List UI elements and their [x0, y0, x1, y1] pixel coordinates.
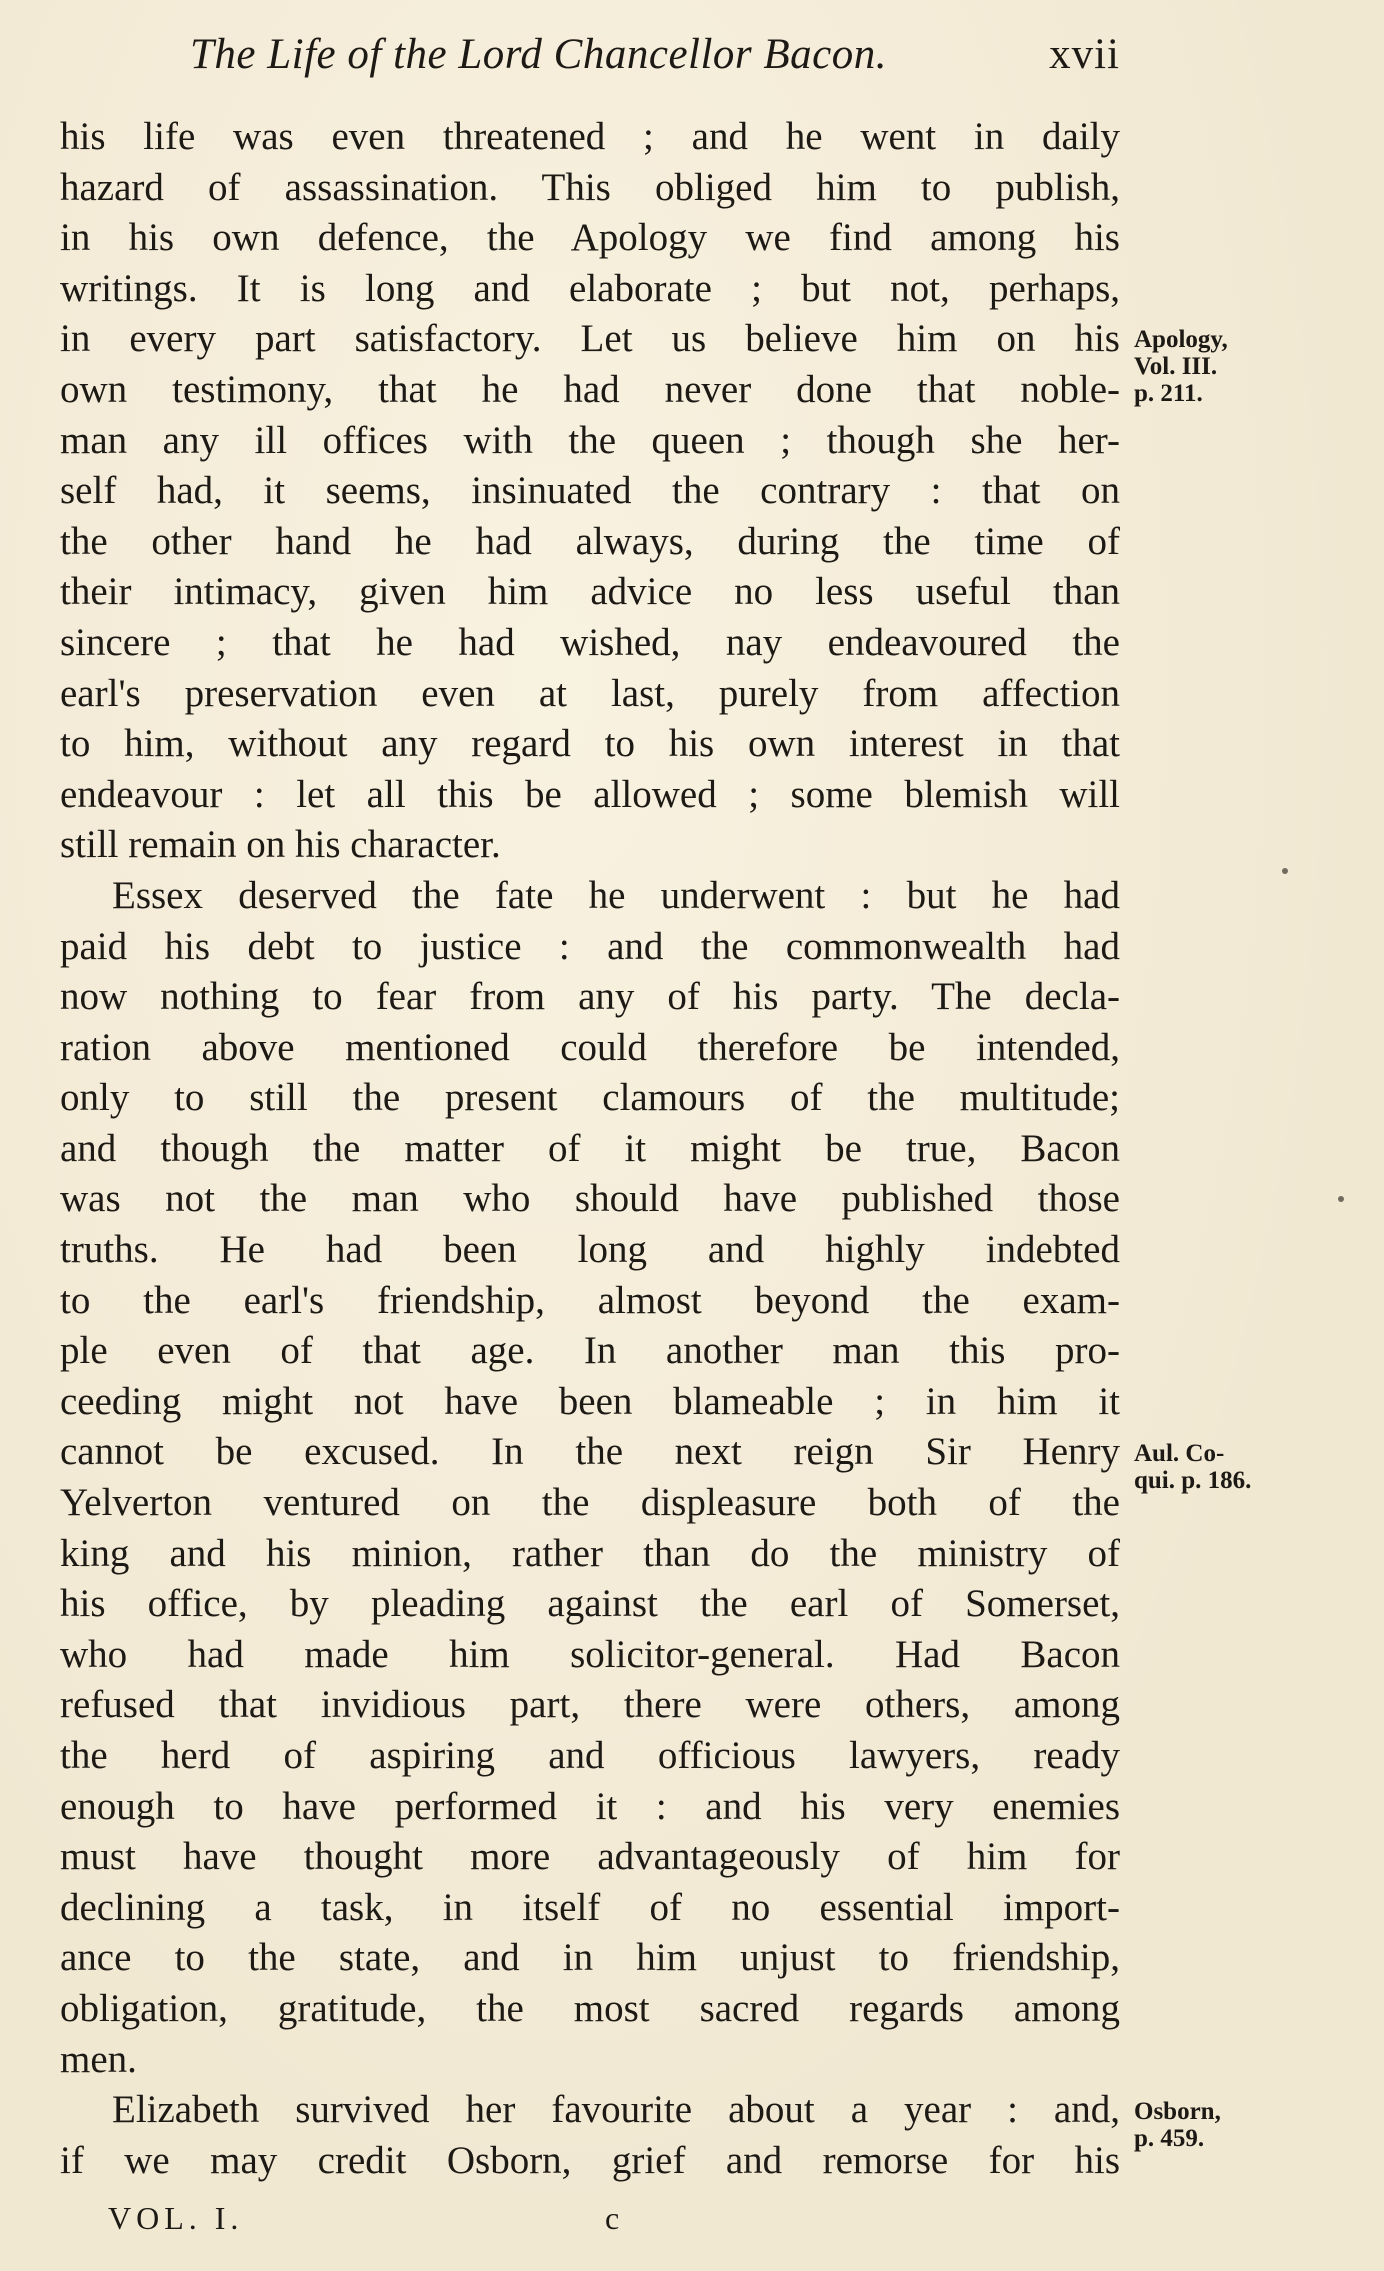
text-line: paid his debt to justice : and the commonwealth had	[60, 924, 1120, 968]
text-line: to him, without any regard to his own interest in that	[60, 722, 1120, 766]
signature-mark: c	[605, 2200, 620, 2236]
volume-signature: VOL. I.	[108, 2200, 244, 2236]
margin-note-line: p. 211.	[1134, 380, 1203, 407]
margin-note-line: Vol. III.	[1134, 353, 1218, 380]
margin-note-line: p. 459.	[1134, 2125, 1205, 2152]
text-line: refused that invidious part, there were others, among	[60, 1683, 1120, 1727]
page-number: xvii	[1049, 31, 1120, 78]
text-line: truths. He had been long and highly indebted	[60, 1228, 1120, 1272]
text-line: ceeding might not have been blameable ; in him it	[60, 1379, 1120, 1423]
running-title: The Life of the Lord Chancellor Bacon.	[190, 31, 888, 78]
text-line: to the earl's friendship, almost beyond the exam-	[60, 1278, 1120, 1322]
running-head	[190, 30, 1120, 79]
text-line: sincere ; that he had wished, nay endeavoured the	[60, 620, 1120, 664]
text-line: their intimacy, given him advice no less useful than	[60, 570, 1120, 614]
text-line: self had, it seems, insinuated the contrary : that on	[60, 469, 1120, 513]
text-line: obligation, gratitude, the most sacred regards among	[60, 1986, 1120, 2030]
text-line: king and his minion, rather than do the ministry of	[60, 1531, 1120, 1575]
text-line: ple even of that age. In another man this pro-	[60, 1329, 1120, 1373]
paragraph-start-line: Elizabeth survived her favourite about a year : and,	[112, 2088, 1120, 2132]
text-line: the other hand he had always, during the time of	[60, 519, 1120, 563]
margin-note-apology	[1134, 326, 1228, 407]
text-line: declining a task, in itself of no essential import-	[60, 1885, 1120, 1929]
text-line: must have thought more advantageously of him for	[60, 1835, 1120, 1879]
margin-note-line: Osborn,	[1134, 2098, 1221, 2125]
text-line: who had made him solicitor-general. Had Bacon	[60, 1632, 1120, 1676]
text-line: Yelverton ventured on the displeasure both of the	[60, 1481, 1120, 1525]
text-line: ance to the state, and in him unjust to friendship,	[60, 1936, 1120, 1980]
margin-note-line: Aul. Co-	[1134, 1440, 1225, 1467]
text-line: was not the man who should have published those	[60, 1177, 1120, 1221]
text-line: his office, by pleading against the earl of Somerset,	[60, 1582, 1120, 1626]
text-line: hazard of assassination. This obliged him to publish,	[60, 165, 1120, 209]
margin-note-aulicus	[1134, 1440, 1251, 1494]
text-line: writings. It is long and elaborate ; but not, perhaps,	[60, 266, 1120, 310]
text-line: own testimony, that he had never done that noble-	[60, 367, 1120, 411]
margin-note-line: qui. p. 186.	[1134, 1467, 1252, 1494]
paragraph-end-line: men.	[60, 2037, 137, 2081]
text-line: man any ill offices with the queen ; though she her-	[60, 418, 1120, 462]
text-line: endeavour : let all this be allowed ; some blemish will	[60, 772, 1120, 816]
paragraph-end-line: still remain on his character.	[60, 823, 501, 867]
paper-speck	[1282, 868, 1288, 874]
text-line: and though the matter of it might be true, Bacon	[60, 1126, 1120, 1170]
text-line: in his own defence, the Apology we find among his	[60, 216, 1120, 260]
margin-note-line: Apology,	[1134, 326, 1228, 353]
text-line: only to still the present clamours of the multitude;	[60, 1076, 1120, 1120]
text-line: if we may credit Osborn, grief and remorse for his	[60, 2138, 1120, 2182]
paper-speck	[1338, 1196, 1344, 1202]
text-line: now nothing to fear from any of his party. The decla-	[60, 975, 1120, 1019]
body-text	[60, 112, 1120, 2186]
text-line: enough to have performed it : and his very enemies	[60, 1784, 1120, 1828]
text-line: earl's preservation even at last, purely from affection	[60, 671, 1120, 715]
paragraph-start-line: Essex deserved the fate he underwent : but he had	[112, 873, 1120, 917]
text-line: the herd of aspiring and officious lawyers, ready	[60, 1734, 1120, 1777]
text-line: in every part satisfactory. Let us believe him on his	[60, 317, 1120, 361]
text-line: ration above mentioned could therefore be intended,	[60, 1025, 1120, 1069]
text-line: cannot be excused. In the next reign Sir Henry	[60, 1430, 1120, 1474]
margin-note-osborn	[1134, 2098, 1221, 2152]
text-line: his life was even threatened ; and he went in daily	[60, 115, 1120, 158]
